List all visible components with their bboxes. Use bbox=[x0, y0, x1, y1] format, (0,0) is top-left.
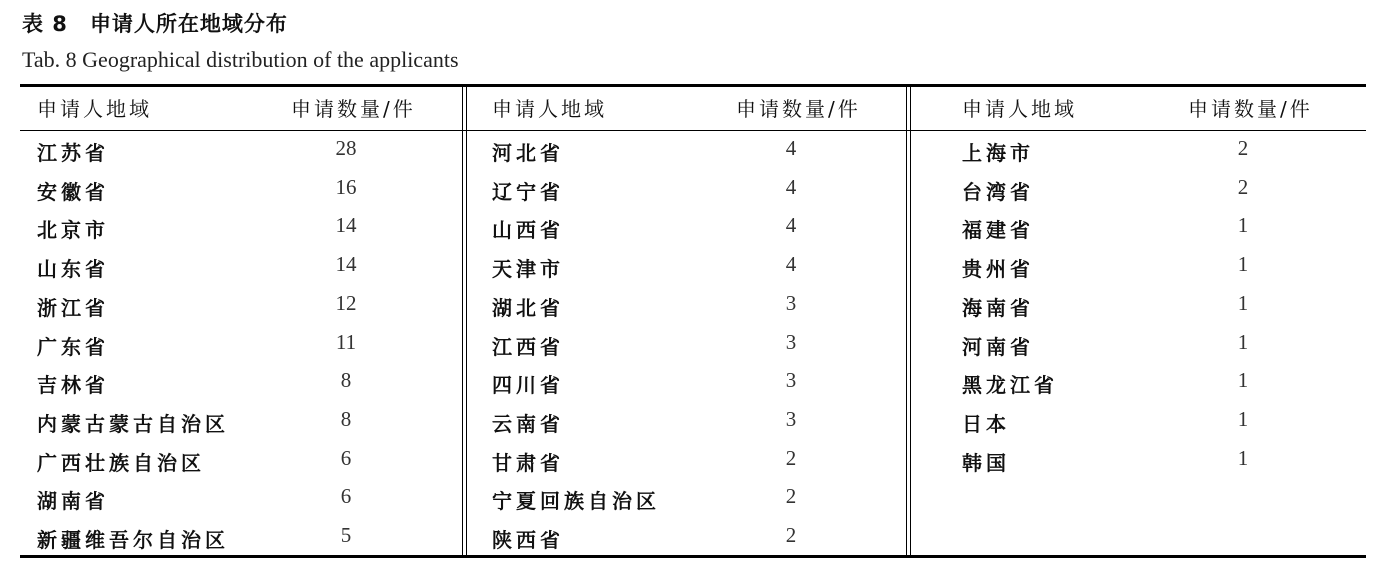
table-row bbox=[492, 485, 912, 523]
count-cell: 12 bbox=[335, 290, 357, 315]
region-cell: 台湾省 bbox=[962, 179, 1034, 204]
count-cell: 1 bbox=[1237, 368, 1249, 393]
region-cell: 湖北省 bbox=[492, 295, 564, 320]
table-caption-en: Tab. 8 Geographical distribution of the applicants bbox=[22, 47, 459, 72]
region-cell: 云南省 bbox=[492, 411, 564, 436]
table-row bbox=[962, 253, 1382, 291]
region-cell: 黑龙江省 bbox=[962, 373, 1058, 398]
count-cell: 16 bbox=[335, 174, 357, 199]
region-cell: 山东省 bbox=[37, 257, 109, 282]
count-cell: 1 bbox=[1237, 290, 1249, 315]
table-row bbox=[37, 369, 457, 407]
region-cell: 湖南省 bbox=[37, 489, 109, 514]
region-cell: 上海市 bbox=[962, 141, 1034, 165]
table-number: 表 8 bbox=[22, 12, 68, 36]
count-cell: 3 bbox=[785, 406, 797, 431]
count-cell: 4 bbox=[785, 174, 797, 199]
table-row bbox=[492, 292, 912, 330]
table-row bbox=[37, 176, 457, 214]
header-count: 申请数量/件 bbox=[736, 97, 861, 121]
region-cell: 甘肃省 bbox=[492, 450, 564, 475]
table-row bbox=[962, 292, 1382, 330]
region-cell: 河北省 bbox=[492, 141, 564, 165]
count-cell: 2 bbox=[1237, 174, 1249, 199]
count-cell: 8 bbox=[340, 368, 352, 393]
table-row bbox=[962, 214, 1382, 252]
table-row bbox=[37, 331, 457, 369]
region-cell: 吉林省 bbox=[37, 373, 109, 398]
header-count: 申请数量/件 bbox=[1188, 97, 1313, 121]
table-row bbox=[492, 214, 912, 252]
count-cell: 3 bbox=[785, 290, 797, 315]
region-cell: 安徽省 bbox=[37, 179, 109, 204]
count-cell: 3 bbox=[785, 329, 797, 354]
count-cell: 1 bbox=[1237, 445, 1249, 470]
table-row bbox=[37, 485, 457, 523]
table-row bbox=[37, 292, 457, 330]
table-row bbox=[37, 137, 457, 175]
table-row bbox=[492, 176, 912, 214]
count-cell: 1 bbox=[1237, 252, 1249, 277]
table-row bbox=[962, 176, 1382, 214]
header-count: 申请数量/件 bbox=[291, 97, 416, 121]
region-cell: 宁夏回族自治区 bbox=[492, 489, 660, 514]
region-cell: 江西省 bbox=[492, 334, 564, 359]
table-row bbox=[492, 408, 912, 446]
region-cell: 福建省 bbox=[962, 218, 1034, 243]
region-cell: 四川省 bbox=[492, 373, 564, 398]
table-row bbox=[37, 408, 457, 446]
count-cell: 11 bbox=[335, 329, 357, 354]
table-row bbox=[492, 447, 912, 485]
table-row bbox=[37, 253, 457, 291]
table-row bbox=[492, 331, 912, 369]
header-rule bbox=[20, 130, 1366, 131]
region-cell: 北京市 bbox=[37, 218, 109, 243]
region-cell: 海南省 bbox=[962, 295, 1034, 320]
count-cell: 2 bbox=[1237, 136, 1249, 160]
table-row bbox=[492, 524, 912, 562]
table-row bbox=[962, 447, 1382, 485]
table-row bbox=[962, 408, 1382, 446]
count-cell: 4 bbox=[785, 213, 797, 238]
region-cell: 内蒙古蒙古自治区 bbox=[37, 411, 229, 436]
table-row bbox=[37, 524, 457, 562]
column-divider bbox=[466, 87, 467, 555]
count-cell: 2 bbox=[785, 523, 797, 547]
table-row bbox=[962, 137, 1382, 175]
count-cell: 1 bbox=[1237, 213, 1249, 238]
top-rule bbox=[20, 84, 1366, 87]
count-cell: 14 bbox=[335, 213, 357, 238]
count-cell: 3 bbox=[785, 368, 797, 393]
count-cell: 1 bbox=[1237, 329, 1249, 354]
header-region: 申请人地域 bbox=[37, 97, 152, 121]
region-cell: 浙江省 bbox=[37, 295, 109, 320]
count-cell: 5 bbox=[340, 523, 352, 547]
count-cell: 8 bbox=[340, 406, 352, 431]
region-cell: 山西省 bbox=[492, 218, 564, 243]
table-caption-cn bbox=[22, 8, 288, 38]
region-cell: 河南省 bbox=[962, 334, 1034, 359]
region-cell: 贵州省 bbox=[962, 257, 1034, 282]
region-cell: 辽宁省 bbox=[492, 179, 564, 204]
count-cell: 4 bbox=[785, 252, 797, 277]
region-cell: 天津市 bbox=[492, 257, 564, 282]
table-row bbox=[492, 137, 912, 175]
region-cell: 广东省 bbox=[37, 334, 109, 359]
region-cell: 江苏省 bbox=[37, 141, 109, 165]
table-row bbox=[37, 214, 457, 252]
header-region: 申请人地域 bbox=[962, 97, 1077, 121]
table-title-cn: 申请人所在地域分布 bbox=[89, 12, 288, 36]
region-cell: 日本 bbox=[962, 411, 1010, 436]
region-cell: 广西壮族自治区 bbox=[37, 450, 205, 475]
table-row bbox=[492, 253, 912, 291]
count-cell: 2 bbox=[785, 484, 797, 509]
table-row bbox=[37, 447, 457, 485]
count-cell: 2 bbox=[785, 445, 797, 470]
table-row bbox=[962, 369, 1382, 407]
count-cell: 1 bbox=[1237, 406, 1249, 431]
count-cell: 4 bbox=[785, 136, 797, 160]
count-cell: 28 bbox=[335, 136, 357, 160]
region-cell: 陕西省 bbox=[492, 528, 564, 552]
region-cell: 韩国 bbox=[962, 450, 1010, 475]
column-divider bbox=[462, 87, 463, 555]
count-cell: 6 bbox=[340, 445, 352, 470]
table-row bbox=[962, 331, 1382, 369]
region-cell: 新疆维吾尔自治区 bbox=[37, 528, 229, 552]
header-region: 申请人地域 bbox=[492, 97, 607, 121]
count-cell: 6 bbox=[340, 484, 352, 509]
table-row bbox=[492, 369, 912, 407]
count-cell: 14 bbox=[335, 252, 357, 277]
